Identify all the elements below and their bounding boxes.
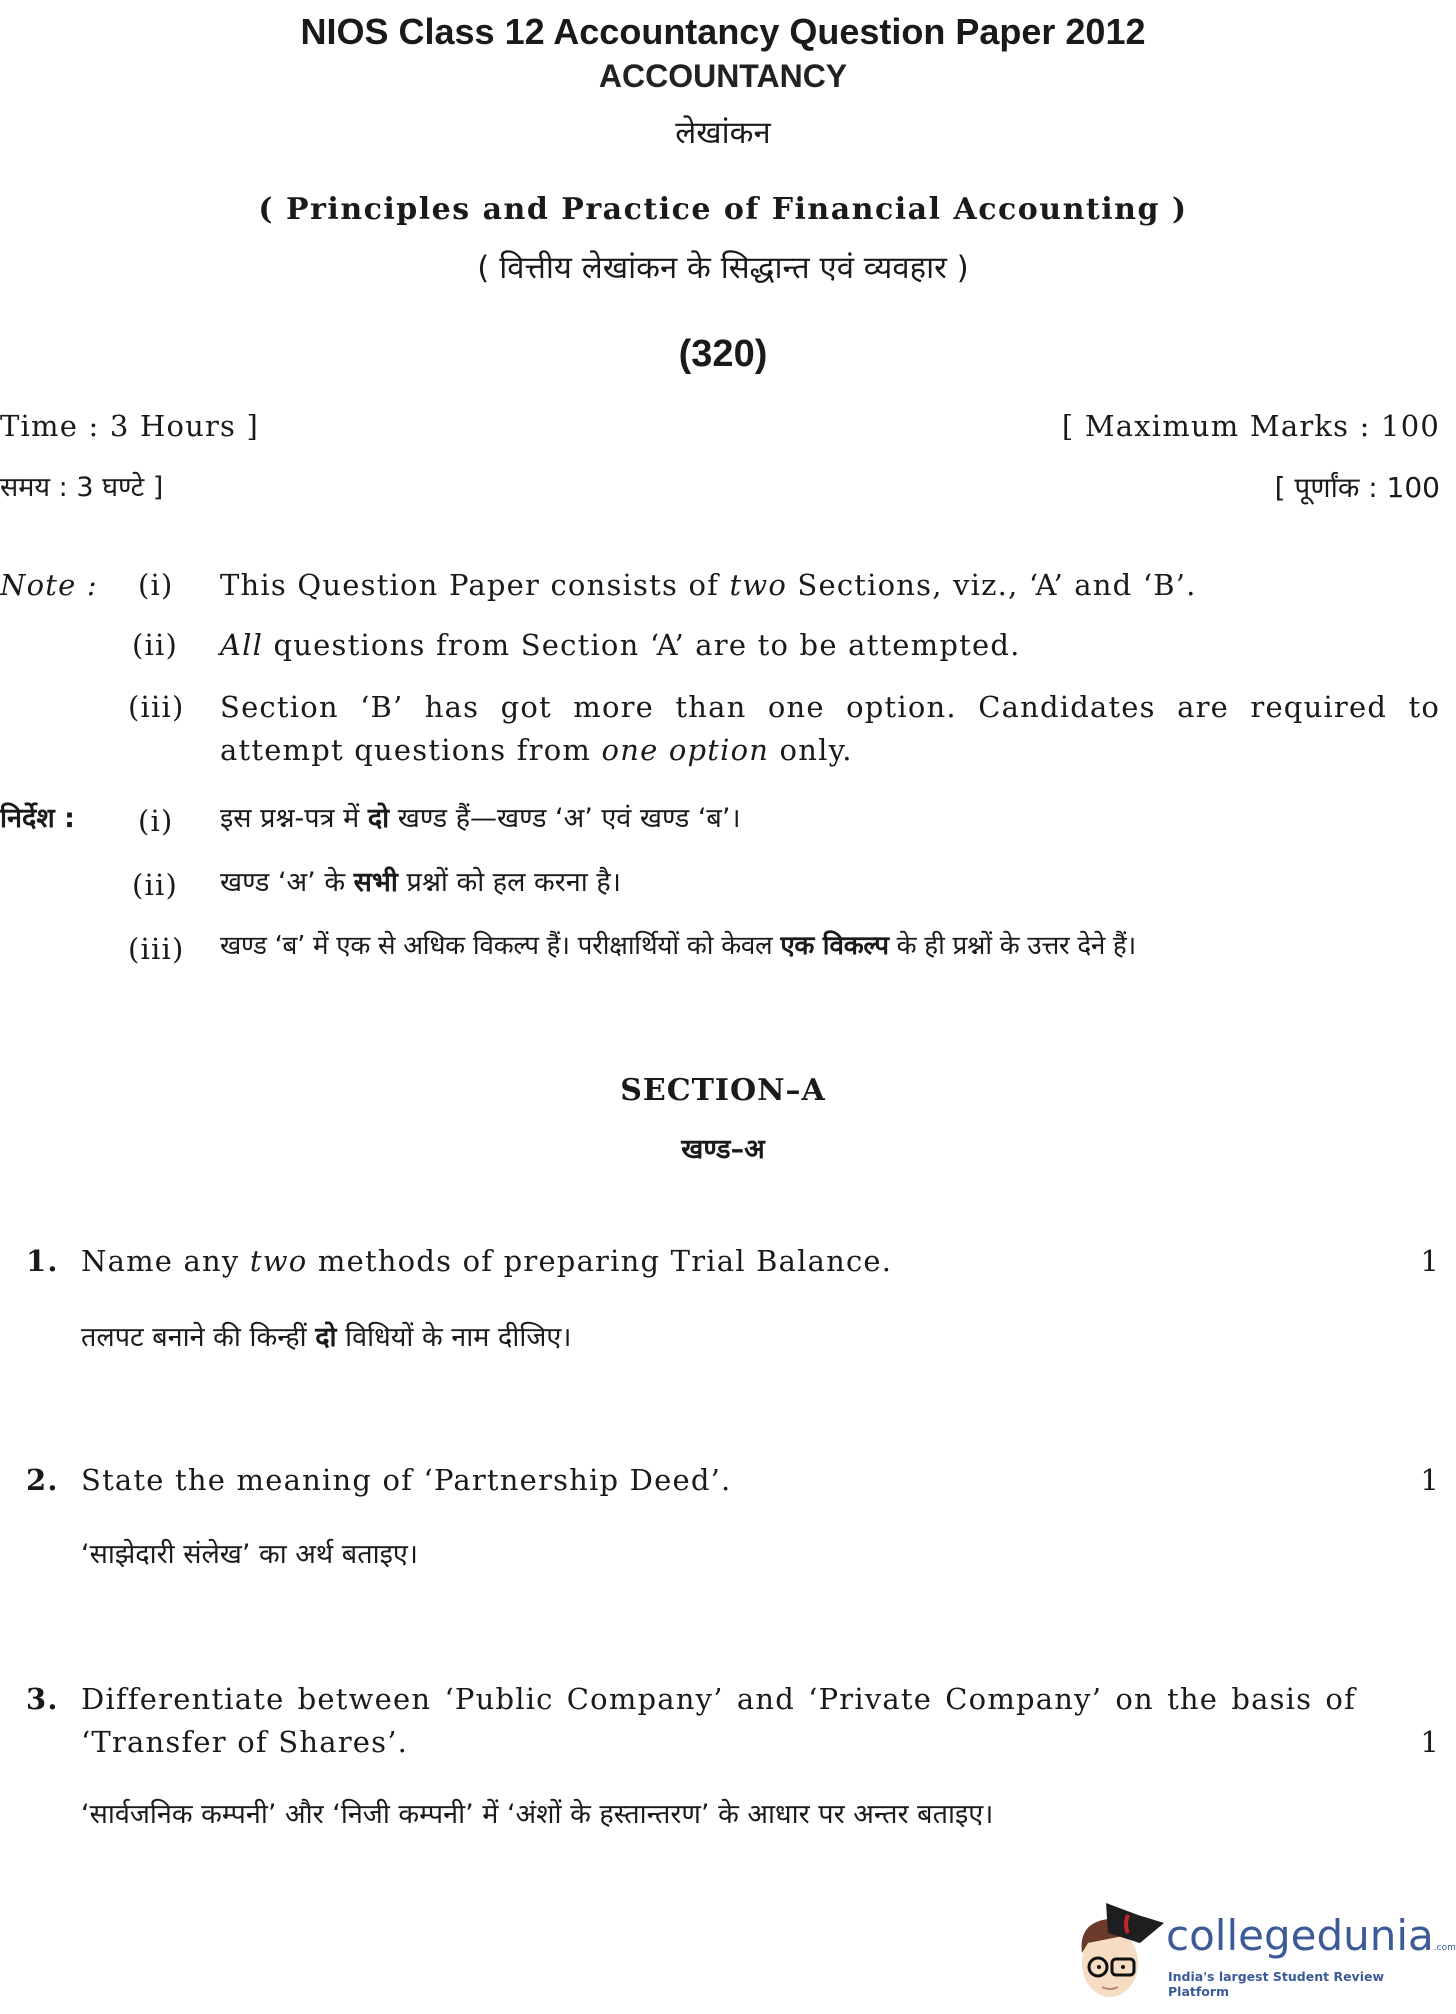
question-number: 2. [26,1463,59,1497]
question-text: State the meaning of ‘Partnership Deed’. [81,1463,732,1497]
logo-name: collegedunia.com [1166,1911,1456,1960]
question-text-hindi: ‘साझेदारी संलेख’ का अर्थ बताइए। [81,1539,418,1570]
note-num: (ii) [132,868,178,902]
subject-title-hindi: लेखांकन [675,115,771,151]
question-text-hindi: ‘सार्वजनिक कम्पनी’ और ‘निजी कम्पनी’ में ‘अंशों के हस्तान्तरण’ के आधार पर अन्तर बताइए। [81,1799,994,1830]
note-item-hindi: खण्ड ‘अ’ के सभी प्रश्नों को हल करना है। [220,867,621,898]
note-item-hindi: इस प्रश्न-पत्र में दो खण्ड हैं—खण्ड ‘अ’ एवं खण्ड ‘ब’। [220,803,741,834]
note-item: All questions from Section ‘A’ are to be attempted. [220,628,1021,662]
time-label-hindi: समय : 3 घण्टे ] [0,472,164,503]
collegedunia-logo [1068,1893,1456,2003]
course-title-hindi: ( वित्तीय लेखांकन के सिद्धान्त एवं व्यवहार ) [477,250,969,286]
note-label: Note : [0,568,98,602]
note-num: (i) [138,804,174,838]
subject-title: ACCOUNTANCY [598,58,848,94]
course-title: ( Principles and Practice of Financial Accounting ) [258,192,1188,227]
question-text: Name any two methods of preparing Trial Balance. [81,1244,893,1278]
logo-tagline: India's largest Student Review Platform [1168,1969,1385,1999]
question-marks: 1 [1420,1244,1440,1278]
question-text-hindi: तलपट बनाने की किन्हीं दो विधियों के नाम दीजिए। [81,1322,572,1353]
note-item: This Question Paper consists of two Sections, viz., ‘A’ and ‘B’. [220,568,1197,602]
question-marks: 1 [1420,1725,1440,1759]
overlay-title: NIOS Class 12 Accountancy Question Paper 2012 [300,11,1146,52]
note-num: (i) [138,568,174,602]
note-label-hindi: निर्देश : [0,803,75,834]
question-marks: 1 [1420,1463,1440,1497]
note-item: Section ‘B’ has got more than one option. Candidates are required to [220,690,1440,724]
mascot-icon [1068,1893,1168,2003]
note-item-cont: attempt questions from one option only. [220,733,853,767]
max-marks-label-hindi: [ पूर्णांक : 100 [1274,471,1440,504]
note-num: (iii) [128,690,185,724]
note-item-hindi: खण्ड ‘ब’ में एक से अधिक विकल्प हैं। परीक्षार्थियों को केवल एक विकल्प के ही प्रश्नों के उत्तर देने हैं। [220,931,1136,961]
course-code: (320) [678,333,768,375]
max-marks-label: [ Maximum Marks : 100 [1061,409,1440,443]
section-title-hindi: खण्ड–अ [681,1134,765,1165]
question-number: 3. [26,1682,59,1716]
question-text: Differentiate between ‘Public Company’ and ‘Private Company’ on the basis of [81,1682,1356,1716]
note-num: (ii) [132,628,178,662]
time-label: Time : 3 Hours ] [0,409,260,443]
question-number: 1. [26,1244,59,1278]
question-text-cont: ‘Transfer of Shares’. [81,1725,409,1759]
section-title: SECTION–A [620,1073,826,1108]
note-num: (iii) [128,932,185,966]
